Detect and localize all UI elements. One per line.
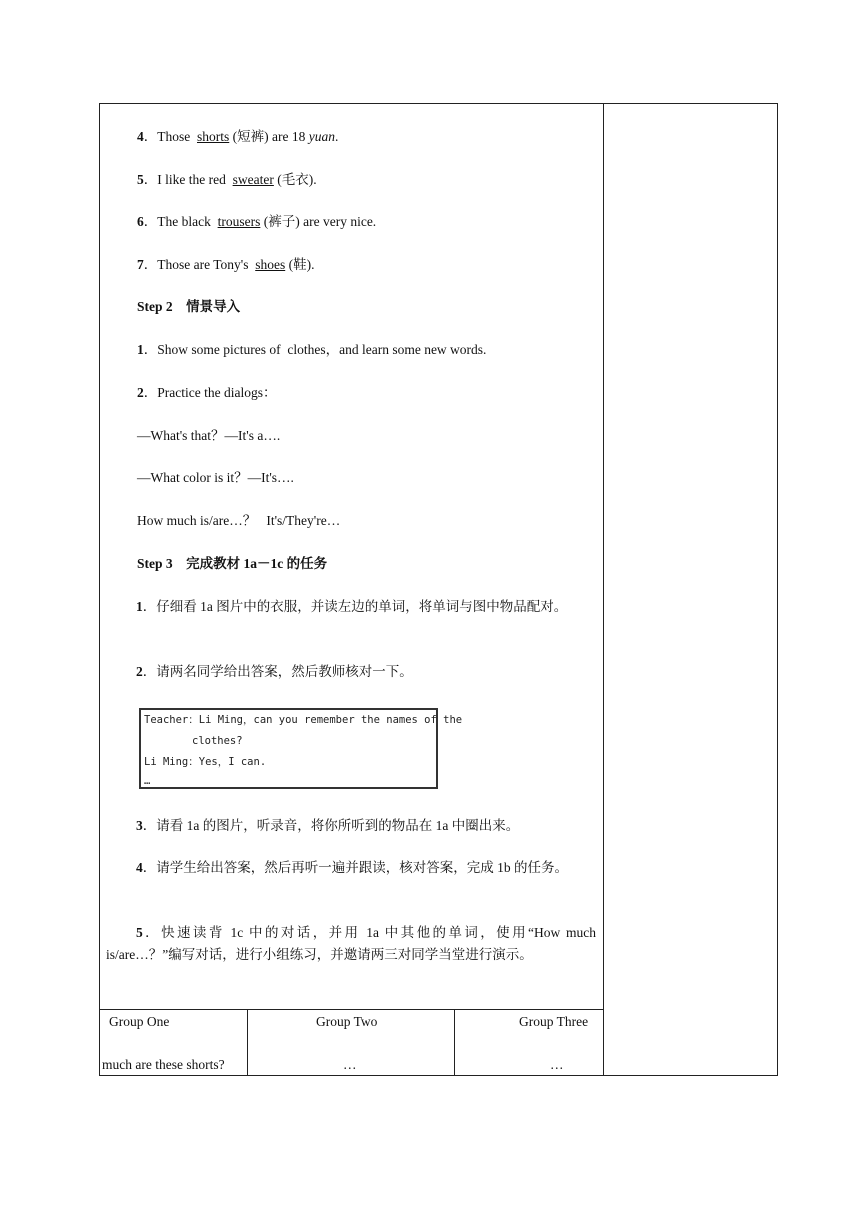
group-cell-divider <box>247 1009 248 1076</box>
group-row-divider <box>99 1009 604 1010</box>
step2-line: 1．Show some pictures of clothes，and learn some new words. <box>137 342 487 357</box>
table-column-divider <box>603 103 604 1076</box>
step3-paragraph: 1．仔细看 1a 图片中的衣服，并读左边的单词，将单词与图中物品配对。 <box>136 599 568 614</box>
step2-heading: Step 2 情景导入 <box>137 299 241 314</box>
dialog-line: —What's that？—It's a…. <box>137 428 281 443</box>
group-two-content: … <box>343 1057 357 1072</box>
answer-word: shoes <box>255 257 286 272</box>
dialog-line: —What color is it？—It's…. <box>137 470 294 485</box>
answer-word: shorts <box>197 129 230 144</box>
group-three-label: Group Three <box>519 1014 589 1029</box>
group-one-content: much are these shorts? <box>102 1057 225 1072</box>
answer-word: trousers <box>217 214 261 229</box>
step3-heading: Step 3 完成教材 1a－1c 的任务 <box>137 556 328 571</box>
group-three-content: … <box>550 1057 564 1072</box>
step3-paragraph: 2．请两名同学给出答案，然后教师核对一下。 <box>136 664 413 679</box>
dialog-example-box: Teacher：Li Ming，can you remember the names of the clothes? Li Ming：Yes，I can. … <box>139 708 438 789</box>
vocab-item: 5．I like the red sweater (毛衣). <box>137 172 317 187</box>
group-cell-divider <box>454 1009 455 1076</box>
step2-line: 2．Practice the dialogs： <box>137 385 277 400</box>
vocab-item: 6．The black trousers (裤子) are very nice. <box>137 214 377 229</box>
answer-word: sweater <box>232 172 274 187</box>
step3-paragraph: 3．请看 1a 的图片，听录音，将你所听到的物品在 1a 中圈出来。 <box>136 818 520 833</box>
dialog-line: How much is/are…？ It's/They're… <box>137 513 341 528</box>
step3-paragraph: 4．请学生给出答案，然后再听一遍并跟读，核对答案，完成 1b 的任务。 <box>136 860 568 875</box>
step3-paragraph: 5．快速读背 1c 中的对话，并用 1a 中其他的单词，使用“How much is/are…？”编写对话，进行小组练习，并邀请两三对同学当堂进行演示。 <box>106 925 596 962</box>
vocab-item: 7．Those are Tony's shoes (鞋). <box>137 257 315 272</box>
group-one-label: Group One <box>109 1014 170 1029</box>
group-two-label: Group Two <box>316 1014 378 1029</box>
vocab-item: 4．Those shorts (短裤) are 18 yuan. <box>137 129 339 144</box>
